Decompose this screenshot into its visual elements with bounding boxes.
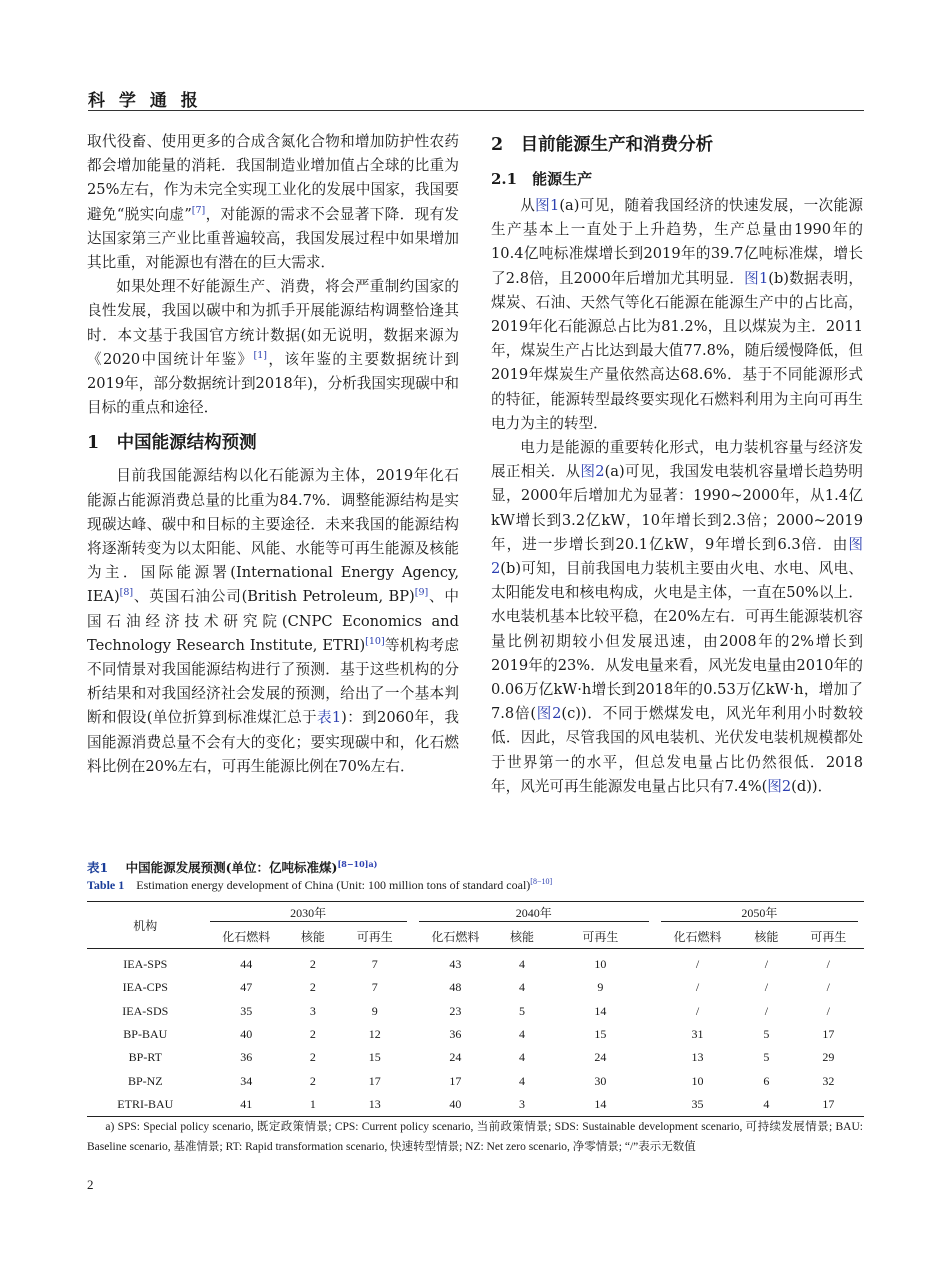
- table-link[interactable]: 表1: [316, 709, 342, 727]
- section-heading: 2 目前能源生产和消费分析: [491, 135, 714, 155]
- figure-link[interactable]: 图1: [744, 269, 769, 287]
- table-cell: 36: [240, 1050, 253, 1065]
- table-cell: 3: [309, 1003, 316, 1018]
- citation-link[interactable]: [8−10]: [530, 877, 553, 886]
- table-cell: 5: [763, 1050, 770, 1065]
- table-cell: 12: [368, 1027, 381, 1042]
- subsection-heading: 2.1 能源生产: [491, 170, 593, 188]
- paragraph: 如果处理不好能源生产、消费，将会严重制约国家的良性发展，我国以碳中和为抓手开展能源结构调整恰逢其时．本文基于我国官方统计数据(如无说明，数据来源为《2020中国统计年鉴》[1]，该年鉴的主要数据统计到2019年，部分数据统计到2018年)，分析我国实现碳中和目标的重点和途径．: [87, 278, 459, 417]
- page-number: 2: [87, 1177, 94, 1192]
- energy-forecast-table: [87, 901, 864, 1117]
- table-cell: 23: [449, 1003, 462, 1018]
- table-cell: 31: [691, 1027, 704, 1042]
- citation-link[interactable]: [7]: [191, 204, 206, 216]
- table-cell: 13: [337, 1093, 413, 1117]
- figure-link[interactable]: 图2: [536, 705, 562, 723]
- row-label: IEA-SPS: [123, 957, 168, 972]
- table-cell: 47: [240, 980, 253, 995]
- column-header-year: 2040年: [413, 902, 655, 925]
- table-cell: 10: [691, 1073, 704, 1088]
- table-cell: 17: [822, 1027, 835, 1042]
- table-cell: 40: [413, 1093, 498, 1117]
- table-cell: 41: [204, 1093, 289, 1117]
- table-cell: 4: [519, 1050, 525, 1065]
- citation-link[interactable]: [9]: [414, 587, 429, 599]
- table-cell: 1: [289, 1093, 337, 1117]
- column-header-fossil: 化石燃料: [413, 924, 498, 949]
- table-cell: 24: [449, 1050, 462, 1065]
- table-cell: 34: [240, 1073, 253, 1088]
- row-label: IEA-SDS: [122, 1003, 169, 1018]
- column-header-fossil: 化石燃料: [655, 924, 740, 949]
- column-header-nuclear: 核能: [740, 924, 792, 949]
- table-cell: 32: [822, 1073, 835, 1088]
- paragraph: 取代役畜、使用更多的合成含氮化合物和增加防护性农药都会增加能量的消耗．我国制造业增加值占全球的比重为25%左右，作为未完全实现工业化的发展中国家，我国要避免“脱实向虚”[7]，对能源的需求不会显著下降．现有发达国家第三产业比重普遍较高，我国发展过程中如果增加其比重，对能源也有潜在的巨大需求．: [87, 133, 459, 272]
- table-cell: 3: [498, 1093, 546, 1117]
- citation-link[interactable]: [8−10]a): [337, 858, 378, 869]
- figure-link[interactable]: 图2: [767, 777, 792, 795]
- column-header-renewable: 可再生: [546, 924, 655, 949]
- row-label: BP-RT: [128, 1050, 162, 1065]
- table-cell: 35: [240, 1003, 253, 1018]
- table-footnote: a) SPS: Special policy scenario, 既定政策情景; CPS: Current policy scenario, 当前政策情景; SDS: Sustainable development scenario, 可持续发展情景; BAU: Baseline scenario, 基准情景; RT: Rapid transformation scenario, 快速转型情景; NZ: Net zero scenario, 净零情景; “/”表示无数值: [87, 1121, 863, 1153]
- table-cell: 5: [519, 1003, 525, 1018]
- column-header-org: 机构: [87, 902, 204, 949]
- section-heading: 1 中国能源结构预测: [87, 433, 257, 454]
- column-header-renewable: 可再生: [337, 924, 413, 949]
- table-body: [87, 949, 864, 1117]
- table-row: [87, 1000, 864, 1023]
- table-cell: /: [695, 980, 700, 995]
- table-cell: 4: [740, 1093, 792, 1117]
- right-column: [491, 130, 863, 799]
- table-cell: 43: [449, 957, 462, 972]
- column-header-year: 2050年: [655, 902, 864, 925]
- table-cell: 4: [519, 1073, 525, 1088]
- table-caption-en: Table 1 Estimation energy development of China (Unit: 100 million tons of standard coal)[8−10]: [87, 877, 553, 892]
- table-cell: 5: [763, 1027, 770, 1042]
- figure-link[interactable]: 图1: [535, 197, 560, 214]
- citation-link[interactable]: [8]: [119, 587, 134, 599]
- table-cell: /: [764, 980, 769, 995]
- table-row: [87, 1093, 864, 1117]
- table-row: [87, 976, 864, 999]
- table-cell: 2: [309, 1027, 316, 1042]
- table-cell: 17: [449, 1073, 462, 1088]
- column-header-nuclear: 核能: [289, 924, 337, 949]
- table-cell: 40: [240, 1027, 253, 1042]
- table-header-row: [87, 902, 864, 925]
- table-row: [87, 1069, 864, 1092]
- table-cell: /: [826, 957, 830, 972]
- row-label: BP-BAU: [123, 1027, 168, 1042]
- table-cell: 17: [793, 1093, 864, 1117]
- column-header-renewable: 可再生: [793, 924, 864, 949]
- journal-name: 科 学 通 报: [88, 91, 202, 111]
- table-cell: 30: [594, 1073, 607, 1088]
- table-cell: 35: [655, 1093, 740, 1117]
- table-cell: 48: [449, 980, 462, 995]
- table-cell: 4: [519, 1027, 525, 1042]
- table-cell: /: [695, 1003, 700, 1018]
- figure-link[interactable]: 图2: [491, 535, 863, 578]
- table-cell: 14: [594, 1003, 607, 1018]
- table-cell: 17: [368, 1073, 381, 1088]
- paragraph: 电力是能源的重要转化形式，电力装机容量与经济发展正相关．从图2(a)可见，我国发电装机容量增长趋势明显，2000年后增加尤为显著：1990~2000年，从1.4亿kW增长到3.2亿kW，10年增长到2.3倍；2000~2019年，进一步增长到20.1亿kW，9年增长到6.3倍．由图2(b)可知，目前我国电力装机主要由火电、水电、风电、太阳能发电和核电构成，火电是主体，一直在50%以上．水电装机基本比较平稳，在20%左右．可再生能源装机容量比例初期较小但发展迅速，由2008年的2%增长到2019年的23%．从发电量来看，风光发电量由2010年的0.06万亿kW·h增长到2018年的0.53万亿kW·h，增加了7.8倍(图2(c))．不同于燃煤发电，风光年利用小时数较低．因此，尽管我国的风电装机、光伏发电装机规模都处于世界第一的水平，但总发电量占比仍然很低．2018年，风光可再生能源发电量占比只有7.4%(图2(d))．: [491, 439, 863, 795]
- figure-link[interactable]: 图2: [580, 463, 605, 481]
- table-cell: /: [826, 1003, 830, 1018]
- table-cell: 2: [309, 1073, 316, 1088]
- column-header-nuclear: 核能: [498, 924, 546, 949]
- table-cell: 7: [371, 980, 378, 995]
- table-cell: 2: [309, 957, 316, 972]
- column-header-fossil: 化石燃料: [204, 924, 289, 949]
- column-header-year: 2030年: [204, 902, 413, 925]
- table-cell: 14: [546, 1093, 655, 1117]
- table-subheader-row: [87, 924, 864, 949]
- paragraph: 目前我国能源结构以化石能源为主体，2019年化石能源占能源消费总量的比重为84.7%．调整能源结构是实现碳达峰、碳中和目标的主要途径．未来我国的能源结构将逐渐转变为以太阳能、风能、水能等可再生能源及核能为主．国际能源署(International Energy Agency, IEA)[8]、英国石油公司(British Petroleum, BP)[9]、中国石油经济技术研究院(CNPC Economics and Technology Research Institute, ETRI)[10]等机构考虑不同情景对我国能源结构进行了预测．基于这些机构的分析结果和对我国经济社会发展的预测，给出了一个基本判断和假设(单位折算到标准煤汇总于表1)：到2060年，我国能源消费总量不会有大的变化；要实现碳中和，化石燃料比例在20%左右，可再生能源比例在70%左右．: [87, 467, 459, 775]
- table-cell: 9: [597, 980, 604, 995]
- table-cell: 4: [519, 980, 525, 995]
- table-row: [87, 949, 864, 977]
- table-cell: 24: [594, 1050, 607, 1065]
- table-cell: 9: [371, 1003, 378, 1018]
- row-label: BP-NZ: [127, 1073, 163, 1088]
- table-cell: 15: [368, 1050, 381, 1065]
- table-row: [87, 1046, 864, 1069]
- table-cell: 2: [309, 1050, 316, 1065]
- table-cell: 15: [594, 1027, 607, 1042]
- left-column: [87, 130, 459, 779]
- citation-link[interactable]: [10]: [365, 636, 385, 647]
- table-cell: 10: [594, 957, 607, 972]
- row-label: IEA-CPS: [122, 980, 168, 995]
- paragraph: 从图1(a)可见，随着我国经济的快速发展，一次能源生产基本上一直处于上升趋势，生产总量由1990年的10.4亿吨标准煤增长到2019年的39.7亿吨标准煤，增长了2.8倍，且2000年后增加尤其明显．图1(b)数据表明，煤炭、石油、天然气等化石能源在能源生产中的占比高，2019年化石能源总占比为81.2%，且以煤炭为主．2011年，煤炭生产占比达到最大值77.8%，随后缓慢降低，但2019年煤炭生产量依然高达68.6%．基于不同能源形式的特征，能源转型最终要实现化石燃料利用为主向可再生电力为主的转型．: [491, 197, 863, 432]
- table-cell: 2: [309, 980, 316, 995]
- table-cell: 4: [519, 957, 525, 972]
- table-cell: 13: [691, 1050, 704, 1065]
- page-header: [88, 84, 864, 111]
- row-label: ETRI-BAU: [87, 1093, 204, 1117]
- table-cell: /: [764, 957, 769, 972]
- table-cell: /: [826, 980, 830, 995]
- table-cell: /: [695, 957, 700, 972]
- table-cell: /: [764, 1003, 769, 1018]
- table-cell: 7: [371, 957, 378, 972]
- citation-link[interactable]: [1]: [253, 349, 267, 361]
- table-caption-cn: 表1 中国能源发展预测(单位：亿吨标准煤)$^{[8-10]a)}$: [87, 858, 378, 875]
- table-cell: 6: [763, 1073, 770, 1088]
- table-cell: 36: [449, 1027, 462, 1042]
- table-row: [87, 1023, 864, 1046]
- table-cell: 44: [240, 957, 253, 972]
- table-cell: 29: [822, 1050, 835, 1065]
